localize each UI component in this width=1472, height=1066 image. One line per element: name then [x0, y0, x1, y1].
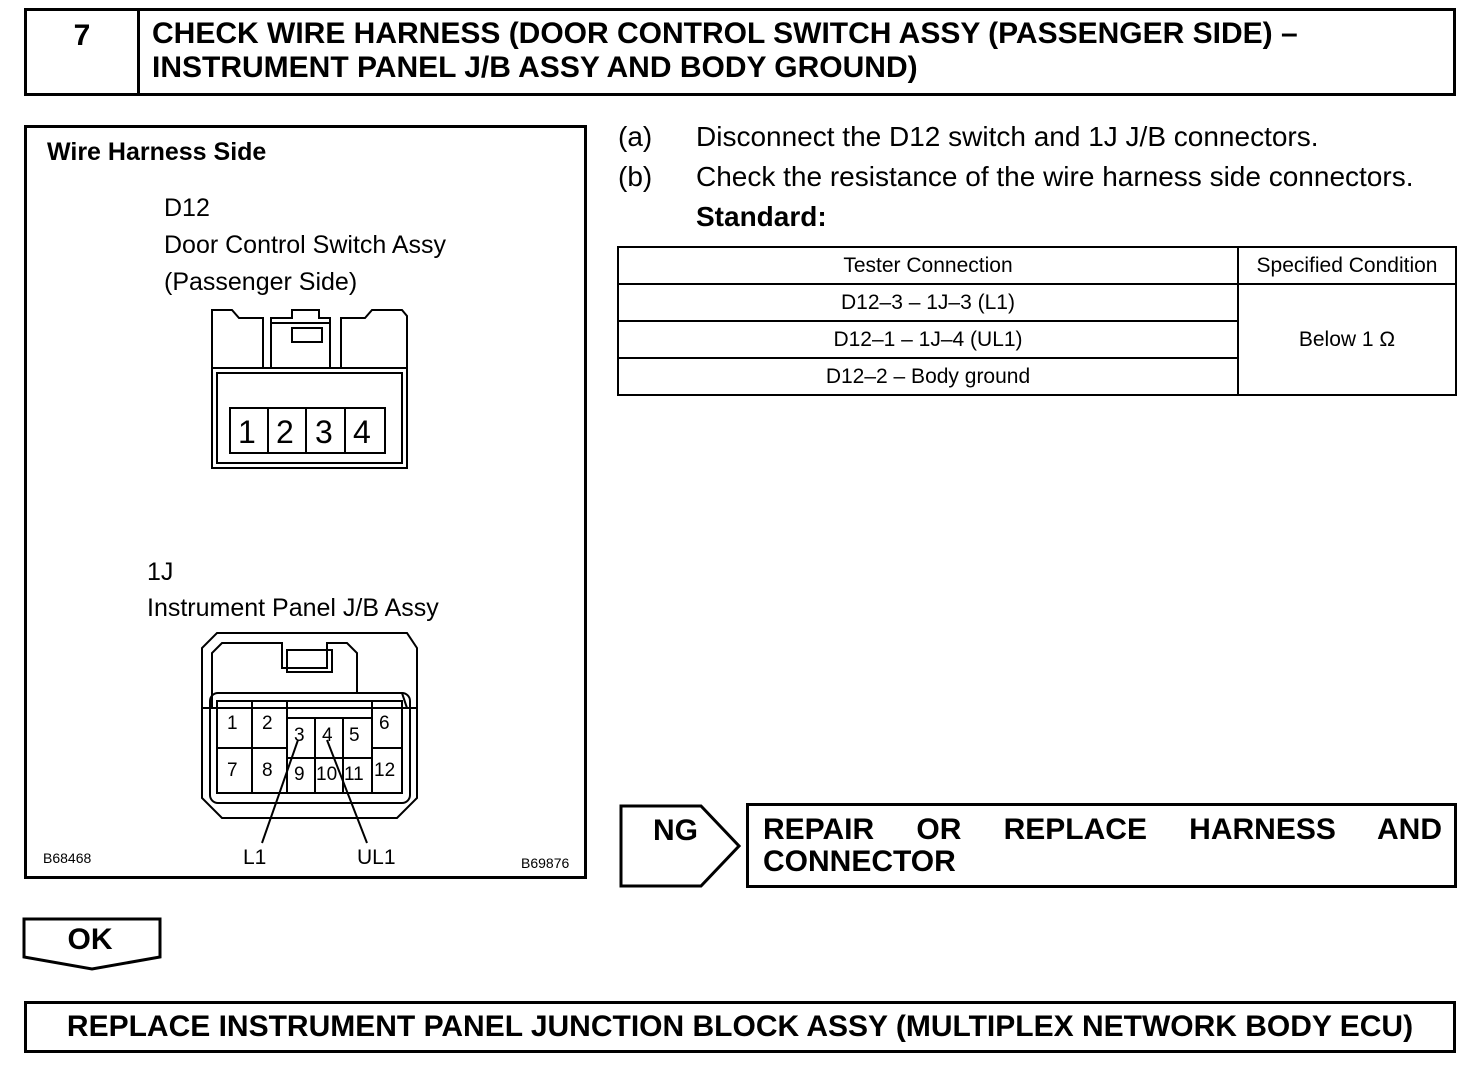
table-header: Specified Condition — [1238, 247, 1456, 284]
step-b-text: Check the resistance of the wire harness side connectors. — [696, 161, 1414, 192]
connector2-name: Instrument Panel J/B Assy — [147, 594, 439, 622]
table-header-row — [618, 247, 1456, 284]
1j-pin: 11 — [344, 764, 364, 785]
d12-pin: 2 — [276, 414, 294, 450]
1j-pin: 5 — [349, 725, 360, 746]
connector-drawings — [27, 128, 584, 876]
ng-result-line2: CONNECTOR — [763, 845, 956, 878]
d12-pin: 3 — [315, 414, 333, 450]
step-b-letter: (b) — [618, 161, 653, 192]
ul1-label: UL1 — [357, 846, 396, 869]
1j-pin: 6 — [379, 713, 390, 734]
table-header: Tester Connection — [618, 247, 1238, 284]
d12-pin: 4 — [353, 414, 371, 450]
ng-arrow-box — [619, 804, 741, 888]
figure-ref-left: B68468 — [43, 850, 92, 866]
l1-label: L1 — [243, 846, 267, 869]
final-action: REPLACE INSTRUMENT PANEL JUNCTION BLOCK ASSY (MULTIPLEX NETWORK BODY ECU) — [24, 1001, 1456, 1053]
tester-connection: D12–3 – 1J–3 (L1) — [618, 284, 1238, 321]
step-title-line1: CHECK WIRE HARNESS (DOOR CONTROL SWITCH ASSY (PASSENGER SIDE) – — [152, 17, 1298, 50]
ok-label: OK — [67, 923, 113, 956]
tester-connection: D12–2 – Body ground — [618, 358, 1238, 395]
connector1-name: Door Control Switch Assy — [164, 231, 447, 259]
connector1-side: (Passenger Side) — [164, 268, 358, 296]
connector2-code: 1J — [147, 558, 174, 586]
1j-pin: 8 — [262, 760, 273, 781]
1j-pin: 9 — [294, 764, 305, 785]
step-title-line2: INSTRUMENT PANEL J/B ASSY AND BODY GROUND) — [152, 51, 918, 84]
1j-pin: 2 — [262, 713, 273, 734]
1j-pin: 1 — [227, 713, 238, 734]
1j-pin: 7 — [227, 760, 238, 781]
1j-pin: 10 — [316, 764, 338, 785]
tester-connection: D12–1 – 1J–4 (UL1) — [618, 321, 1238, 358]
1j-pin: 12 — [374, 760, 396, 781]
ng-result-box — [746, 803, 1457, 888]
1j-pin: 3 — [294, 725, 305, 746]
diagram-heading: Wire Harness Side — [47, 138, 267, 166]
figure-ref-right: B69876 — [521, 855, 570, 871]
connector1-code: D12 — [164, 194, 210, 222]
d12-pin: 1 — [238, 414, 256, 450]
step-number: 7 — [27, 11, 140, 93]
ng-result-line1: REPAIR OR REPLACE HARNESS AND — [763, 813, 1442, 846]
ok-arrow-box — [22, 917, 162, 971]
spec-table — [617, 246, 1457, 396]
step-title — [152, 17, 1443, 85]
1j-latch-outline — [212, 643, 407, 708]
step-header — [24, 8, 1456, 96]
wire-harness-diagram — [24, 125, 587, 879]
ul1-lead-line — [327, 740, 367, 843]
step-a-text: Disconnect the D12 switch and 1J J/B connectors. — [696, 121, 1319, 152]
specified-condition: Below 1 Ω — [1238, 284, 1456, 395]
ng-label: NG — [653, 814, 698, 847]
standard-label: Standard: — [696, 201, 827, 232]
step-a-letter: (a) — [618, 121, 653, 152]
1j-pin: 4 — [322, 725, 333, 746]
l1-lead-line — [262, 740, 298, 843]
table-row — [618, 284, 1456, 321]
d12-latch — [292, 328, 322, 342]
